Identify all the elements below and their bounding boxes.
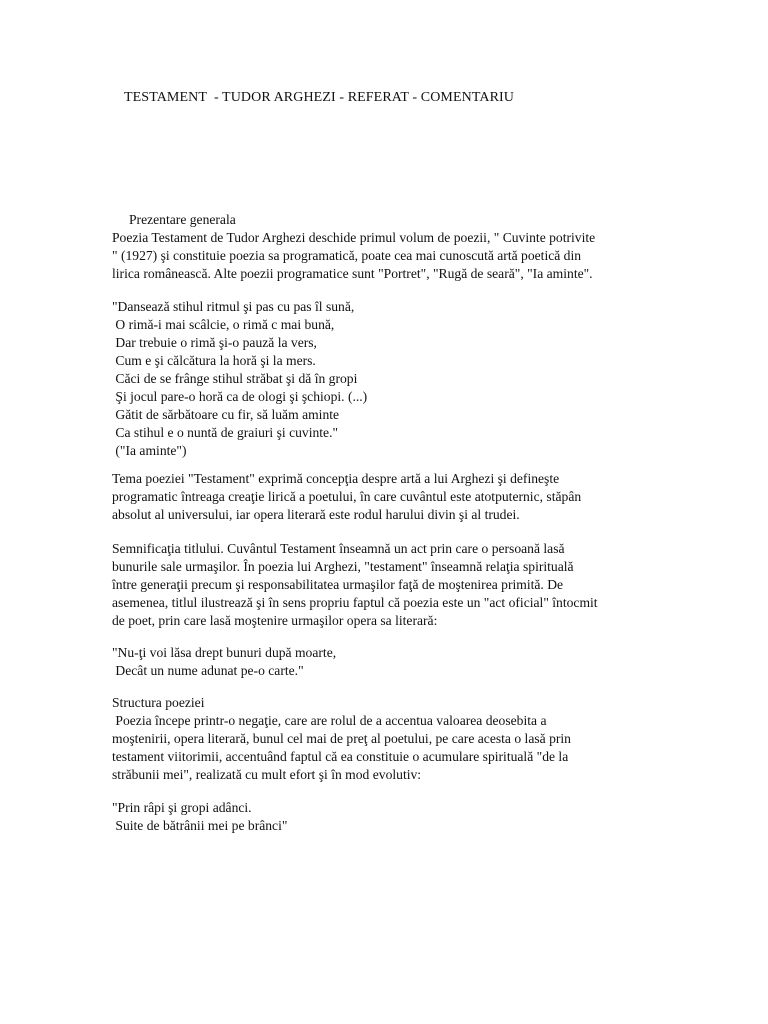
paragraph-line: Semnificaţia titlului. Cuvântul Testament înseamnă un act prin care o persoană lasă	[112, 541, 565, 556]
paragraph-line: străbunii mei", realizată cu mult efort şi în mod evolutiv:	[112, 767, 422, 782]
paragraph-line: programatic întreaga creaţie lirică a poetului, în care cuvântul este atotputernic, stăpân	[112, 489, 582, 504]
document-title: TESTAMENT - TUDOR ARGHEZI - REFERAT - COMENTARIU	[124, 90, 514, 105]
quote-line: Cum e şi călcătura la horă şi la mers.	[112, 353, 316, 368]
paragraph-line: bunurile sale urmaşilor. În poezia lui Arghezi, "testament" înseamnă relaţia spirituală	[112, 559, 574, 574]
paragraph-line: asemenea, titlul ilustrează şi în sens propriu faptul că poezia este un "act oficial" întocmit	[112, 595, 598, 610]
structure-heading: Structura poeziei	[112, 695, 205, 710]
paragraph-line: Tema poeziei "Testament" exprimă concepţia despre artă a lui Arghezi şi defineşte	[112, 471, 560, 486]
paragraph-line: de poet, prin care lasă moştenire urmaşilor opera sa literară:	[112, 613, 438, 628]
paragraph-line: testament viitorimii, accentuând faptul că ea constituie o acumulare spirituală "de la	[112, 749, 569, 764]
quote-line: Suite de bătrânii mei pe brânci"	[112, 818, 288, 833]
intro-heading: Prezentare generala	[112, 212, 236, 227]
quote-strabuni	[112, 799, 657, 835]
paragraph-line: absolut al universului, iar opera literară este rodul harului divin şi al trudei.	[112, 507, 520, 522]
quote-line: Dar trebuie o rimă şi-o pauză la vers,	[112, 335, 317, 350]
intro-section	[112, 211, 657, 283]
intro-line: lirica românească. Alte poezii programatice sunt "Portret", "Rugă de seară", "Ia aminte".	[112, 266, 593, 281]
quote-line: Şi jocul pare-o horă ca de ologi şi şchiopi. (...)	[112, 389, 368, 404]
quote-testament	[112, 644, 657, 680]
quote-line: Căci de se frânge stihul străbat şi dă în gropi	[112, 371, 358, 386]
paragraph-line: Poezia începe printr-o negaţie, care are rolul de a accentua valoarea deosebita a	[112, 713, 547, 728]
quote-line: O rimă-i mai scâlcie, o rimă c mai bună,	[112, 317, 335, 332]
paragraph-line: între generaţii precum şi responsabilitatea urmaşilor faţă de moştenirea primită. De	[112, 577, 564, 592]
quote-source: ("Ia aminte")	[112, 443, 187, 458]
quote-line: "Dansează stihul ritmul şi pas cu pas îl sună,	[112, 299, 355, 314]
intro-line: " (1927) şi constituie poezia sa programatică, poate cea mai cunoscută artă poetică din	[112, 248, 582, 263]
structure-section	[112, 694, 657, 784]
paragraph-line: moştenirii, opera literară, bunul cel mai de preţ al poetului, pe care acesta o lasă prin	[112, 731, 571, 746]
theme-paragraph	[112, 470, 657, 524]
quote-line: Ca stihul e o nuntă de graiuri şi cuvinte."	[112, 425, 339, 440]
quote-line: "Prin râpi şi gropi adânci.	[112, 800, 252, 815]
title-meaning-paragraph	[112, 540, 657, 630]
quote-line: Gătit de sărbătoare cu fir, să luăm aminte	[112, 407, 340, 422]
quote-ia-aminte	[112, 298, 657, 460]
intro-line: Poezia Testament de Tudor Arghezi deschide primul volum de poezii, " Cuvinte potrivite	[112, 230, 596, 245]
quote-line: "Nu-ţi voi lăsa drept bunuri după moarte,	[112, 645, 337, 660]
quote-line: Decât un nume adunat pe-o carte."	[112, 663, 304, 678]
